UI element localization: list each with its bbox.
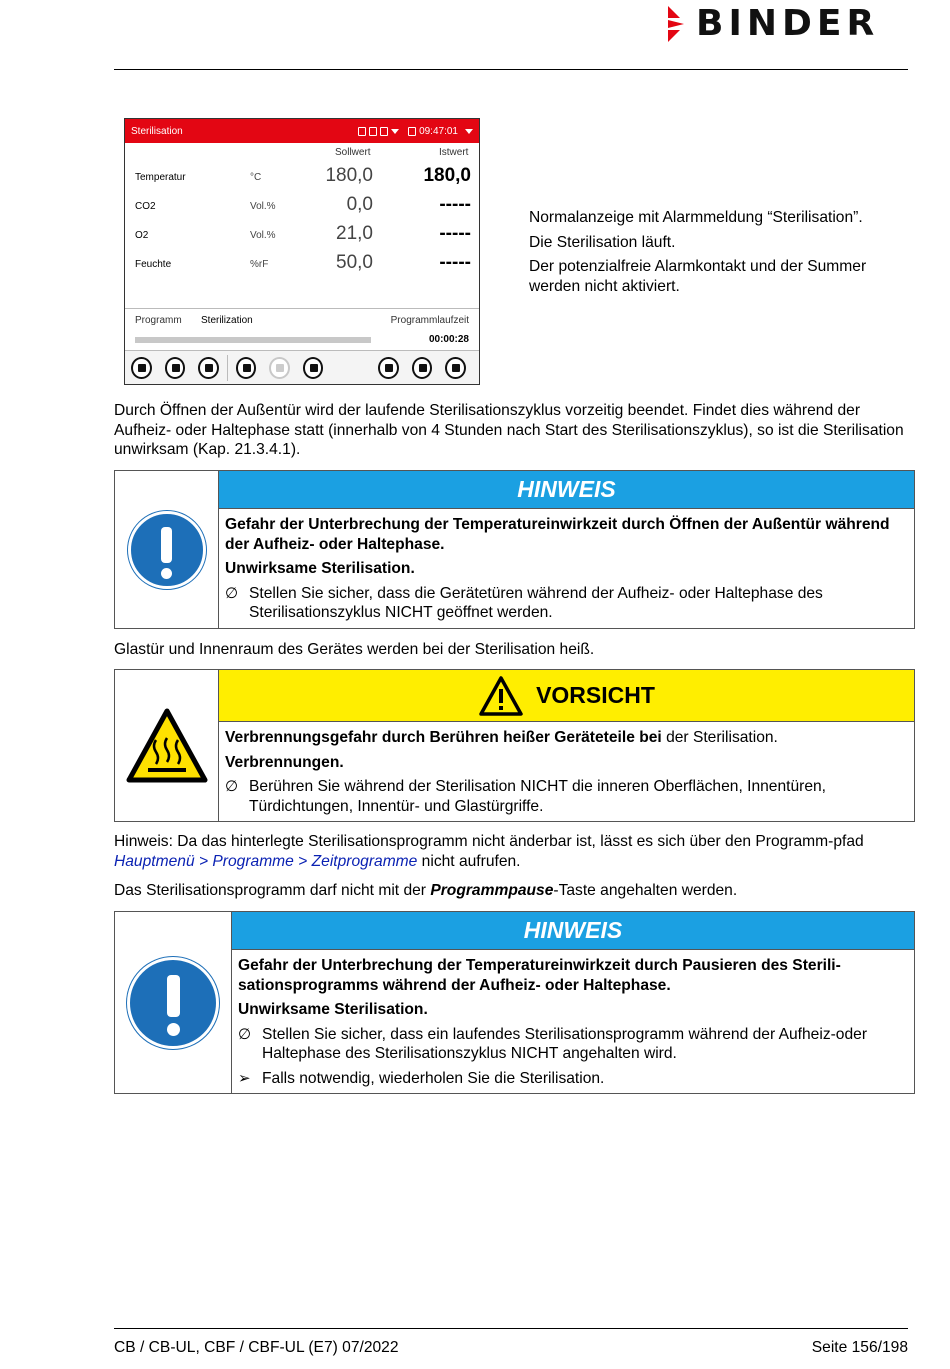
text-run: nicht aufrufen.: [417, 852, 521, 870]
actual-value: 180,0: [423, 165, 471, 186]
menu-dropdown-icon[interactable]: [465, 129, 473, 134]
notice-icon-cell: [115, 471, 219, 628]
actual-value: -----: [439, 223, 471, 244]
button-divider: [227, 355, 228, 381]
prohibition-text: Stellen Sie sicher, dass die Gerätetüren während der Aufheiz- oder Haltephase des Sterilisationszyklus NICHT geöffnet werden.: [249, 584, 823, 621]
param-name: Feuchte: [135, 259, 172, 270]
notice-heading: HINWEIS: [232, 912, 914, 950]
setpoint-value: 50,0: [336, 252, 373, 273]
warning-triangle-icon: [478, 675, 524, 717]
paragraph-hot-surfaces: Glastür und Innenraum des Gerätes werden bei der Sterilisation heiß.: [114, 641, 595, 658]
paragraph-door-opening: Durch Öffnen der Außentür wird der laufende Sterilisationszyklus vorzeitig beendet. Findet dies während der Aufheiz- oder Haltephase statt (innerhalb von 4 Stunden nach Start des Sterilisationszyklus), so ist die Sterilisation unwirksam (Kap. 21.3.4.1).: [114, 402, 904, 458]
notice-box: [114, 470, 915, 629]
header-rule: [114, 69, 908, 70]
mandatory-notice-icon: [128, 511, 206, 589]
notice-body: [219, 515, 914, 623]
param-unit: °C: [250, 172, 262, 183]
program-name: Sterilization: [201, 315, 253, 326]
program-start-icon[interactable]: [236, 357, 257, 379]
caption-line: Der potenzialfreie Alarmkontakt und der Summer werden nicht aktiviert.: [529, 258, 867, 295]
action-text: Falls notwendig, wiederholen Sie die Sterilisation.: [262, 1069, 605, 1087]
footer-rule: [114, 1328, 908, 1329]
param-name: Temperatur: [135, 172, 186, 183]
paragraph-program-path: [114, 832, 910, 871]
program-label: Programm: [135, 315, 182, 326]
param-unit: Vol.%: [250, 201, 276, 212]
prohibition-item: [225, 777, 908, 816]
device-screen: [124, 118, 480, 385]
actual-value: -----: [439, 252, 471, 273]
param-unit: %rF: [250, 259, 269, 270]
caution-heading-bar: [219, 670, 914, 722]
actual-header: Istwert: [439, 147, 469, 158]
text-run: Das Sterilisationsprogramm darf nicht mit der: [114, 882, 431, 899]
value-row[interactable]: [125, 194, 481, 218]
notes-icon[interactable]: [198, 357, 219, 379]
page-number: Seite 156/198: [811, 1339, 908, 1356]
caution-box: [114, 669, 915, 822]
prohibition-text: Stellen Sie sicher, dass ein laufendes Sterilisationsprogramm während der Aufheiz-oder Haltephase des Sterilisationszyklus NICHT angehalten wird.: [262, 1025, 868, 1062]
actual-value: -----: [439, 194, 471, 215]
alarm-icon[interactable]: [165, 357, 186, 379]
screen-button-bar: [125, 350, 479, 384]
arrow-bullet-icon: ➢: [238, 1069, 251, 1087]
hazard-text: Gefahr der Unterbrechung der Temperatureinwirkzeit durch Öffnen der Außentür während der Aufheiz- oder Haltephase.: [225, 516, 890, 553]
setpoint-value: 180,0: [325, 165, 373, 186]
consequence-text: Verbrennungen.: [225, 753, 344, 771]
runtime-label: Programmlaufzeit: [390, 315, 469, 326]
consequence-text: Unwirksame Sterilisation.: [238, 1001, 428, 1018]
prohibition-icon: ∅: [225, 584, 239, 602]
screen-divider: [125, 308, 479, 309]
param-unit: Vol.%: [250, 230, 276, 241]
hazard-text: [225, 728, 908, 748]
caution-heading: VORSICHT: [536, 682, 655, 708]
notice-box: [114, 911, 915, 1094]
paragraph-pause-key: [114, 881, 910, 901]
notice-icon-cell: [115, 912, 232, 1093]
action-item: [238, 1069, 908, 1089]
caption-line: Normalanzeige mit Alarmmeldung “Sterilisation”.: [529, 209, 863, 226]
humidity-icon: [369, 127, 377, 136]
status-area: [358, 126, 473, 137]
screen-caption: [529, 208, 909, 301]
caution-body: [219, 728, 914, 816]
lock-icon: [408, 127, 416, 136]
prohibition-text: Berühren Sie während der Sterilisation NICHT die inneren Oberflächen, Innentüren, Türdichtungen, Innentür- und Glastürgriffe.: [249, 778, 827, 815]
menu-path-link: Hauptmenü > Programme > Zeitprogramme: [114, 852, 418, 870]
notice-body: [232, 956, 914, 1088]
caption-line: Die Sterilisation läuft.: [529, 233, 676, 251]
setpoint-header: Sollwert: [335, 147, 371, 158]
prohibition-icon: ∅: [238, 1025, 252, 1043]
key-name: Programmpause: [430, 882, 554, 899]
hazard-text: Gefahr der Unterbrechung der Temperatureinwirkzeit durch Pausieren des Sterili-sationsprogramms während der Aufheiz- oder Haltephase.: [238, 957, 841, 994]
mandatory-notice-icon: [127, 957, 219, 1049]
prohibition-icon: ∅: [225, 778, 239, 795]
document-id: CB / CB-UL, CBF / CBF-UL (E7) 07/2022: [114, 1339, 399, 1356]
value-row[interactable]: [125, 165, 481, 189]
prohibition-item: [238, 1025, 908, 1064]
pause-icon[interactable]: [269, 357, 290, 379]
dropdown-icon[interactable]: [391, 129, 399, 134]
setpoint-value: 21,0: [336, 223, 373, 244]
door-icon: [358, 127, 366, 136]
menu-icon[interactable]: [131, 357, 152, 379]
value-row[interactable]: [125, 223, 481, 247]
param-name: O2: [135, 230, 149, 241]
next-icon[interactable]: [445, 357, 466, 379]
setpoint-value: 0,0: [346, 194, 373, 215]
param-name: CO2: [135, 201, 156, 212]
hot-surface-warning-icon: [126, 708, 208, 784]
stop-icon[interactable]: [303, 357, 324, 379]
hazard-rest: der Sterilisation.: [661, 729, 778, 746]
info-icon[interactable]: [378, 357, 399, 379]
prohibition-item: [225, 584, 908, 623]
program-progress-bar: [135, 337, 371, 343]
binder-logo: [664, 2, 914, 46]
text-run: -Taste angehalten werden.: [553, 882, 738, 899]
binder-logo-mark-icon: [664, 4, 690, 44]
consequence-text: Unwirksame Sterilisation.: [225, 560, 415, 577]
caution-icon-cell: [115, 670, 219, 821]
notice-heading: HINWEIS: [219, 471, 914, 509]
text-run: Hinweis: Da das hinterlegte Sterilisationsprogramm nicht änderbar ist, lässt es sich über den Programm-pfad: [114, 833, 864, 850]
home-icon[interactable]: [412, 357, 433, 379]
value-row[interactable]: [125, 252, 481, 276]
co2-icon: [380, 127, 388, 136]
brand-name: BINDER: [696, 3, 880, 44]
hazard-bold: Verbrennungsgefahr durch Berühren heißer Geräteteile bei: [225, 729, 662, 746]
screen-title: Sterilisation: [131, 125, 183, 137]
program-runtime: 00:00:28: [428, 334, 469, 345]
screen-time: 09:47:01: [419, 125, 458, 137]
screen-title-bar: [125, 119, 479, 143]
